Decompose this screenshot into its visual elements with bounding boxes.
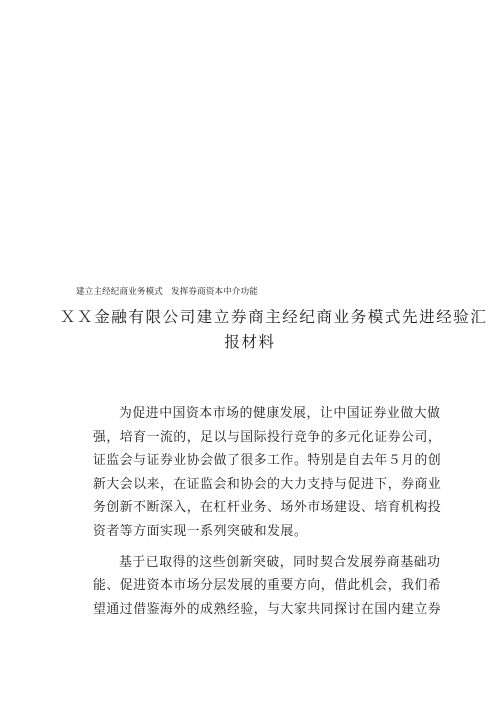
running-header-right: 发挥券商资本中介功能 (171, 287, 259, 297)
paragraph-1-line-6: 资者等方面实现一系列突破和发展。 (93, 523, 308, 539)
running-header (76, 285, 258, 297)
paragraph-2-line-2: 能、促进资本市场分层发展的重要方向，借此机会，我们希 (93, 578, 442, 594)
document-title (60, 305, 488, 355)
paragraph-1-line-5: 务创新不断深入，在杠杆业务、场外市场建设、培育机构投 (93, 500, 442, 516)
document-title-line-1: ＸＸ金融有限公司建立券商主经纪商业务模式先进经验汇 (60, 308, 488, 326)
paragraph-2-line-3: 望通过借鉴海外的成熟经验，与大家共同探讨在国内建立券 (93, 601, 442, 617)
paragraph-1-line-3: 证监会与证券业协会做了很多工作。特别是自去年５月的创 (93, 453, 442, 469)
document-title-line-2: 报材料 (224, 333, 276, 351)
running-header-left: 建立主经纪商业务模式 (76, 287, 164, 297)
paragraph-1-line-1: 为促进中国资本市场的健康发展，让中国证券业做大做 (119, 406, 441, 421)
paragraph-1-line-2: 强，培育一流的，足以与国际投行竞争的多元化证券公司， (93, 429, 442, 445)
paragraph-1-line-4: 新大会以来，在证监会和协会的大力支持与促进下，券商业 (93, 476, 442, 492)
document-body (93, 402, 442, 621)
paragraph-spacer (93, 544, 415, 551)
paragraph-2-line-1: 基于已取得的这些创新突破，同时契合发展券商基础功 (119, 554, 441, 570)
